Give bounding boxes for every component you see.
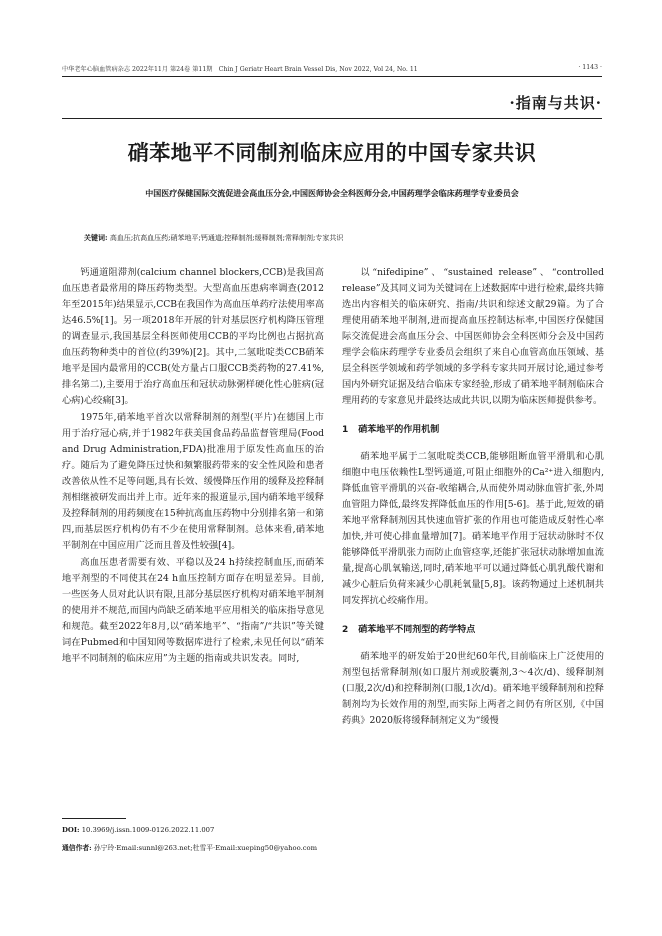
paragraph: 以“nifedipine”、“sustained release”、“controlled release”及其同义词为关键词在上述数据库中进行检索,最终共筛选出内容相关的临床研究、指南/共识和综述文献29篇。为了合理使用硝苯地平制剂,进而提高血压控制达标率,中国医疗保健国际交流促进会高血压分会、中国医师协会全科医师分会及中国药理学会临床药理学专业委员会组织了来自心血管高血压领域、基层全科医学领域和药学领域的多学科专家共同开展讨论,通过参考国内外研究证据及结合临床专家经验,形成了硝苯地平制剂临床合理用药的专家意见并最终达成此共识,以期为临床医师提供参考。 <box>342 267 604 406</box>
paragraph: 钙通道阻滞剂(calcium channel blockers,CCB)是我国高血压患者最常用的降压药物类型。大型高血压患病率调查(2012年至2015年)结果显示,CCB在我国作为高血压单药疗法使用率高达46.5%[1]。另一项2018年开展的针对基层医疗机构降压管理的调查显示,我国基层全科医师使用CCB的平均比例也占据抗高血压药物种类中的首位(约39%)[2]。其中,二氢吡啶类CCB硝苯地平是国内最常用的CCB(处方量占口服CCB类药物的27.41%,排名第二),主要用于治疗高血压和冠状动脉粥样硬化性心脏病(冠心病)心绞痛[3]。 <box>62 267 325 406</box>
keywords <box>84 233 604 243</box>
correspondence-footnote <box>62 843 324 854</box>
section-heading-1 <box>342 422 604 438</box>
section-title: 硝苯地平不同剂型的药学特点 <box>358 625 476 635</box>
correspondence-label: 通信作者: <box>62 844 92 852</box>
footnote-rule <box>62 818 126 819</box>
section-heading-2 <box>342 622 604 638</box>
running-header <box>62 64 602 73</box>
page-number: · 1143 · <box>578 64 602 71</box>
left-column <box>62 265 324 667</box>
section-title: 硝苯地平的作用机制 <box>358 425 440 435</box>
article-title: 硝苯地平不同制剂临床应用的中国专家共识 <box>127 140 537 165</box>
author-organizations: 中国医疗保健国际交流促进会高血压分会,中国医师协会全科医师分会,中国药理学会临床药理学专业委员会 <box>145 188 519 198</box>
paragraph: 1975年,硝苯地平首次以常释制剂的剂型(平片)在德国上市用于治疗冠心病,并于1982年获美国食品药品监督管理局(Food and Drug Administration,FDA)批准用于原发性高血压的治疗。随后为了避免降压过快和频繁服药带来的安全性风险和患者改善依从性不足等问题,具有长效、缓慢降压作用的缓释及控释制剂相继被研发而出并上市。近年来的报道显示,国内硝苯地平缓释及控释制剂的用药频度在15种抗高血压药物中分别排名第一和第四,而基层医疗机构仍有不少在使用常释制剂。总体来看,硝苯地平制剂在中国应用广泛而且普及性较强[4]。 <box>62 412 324 551</box>
paragraph: 硝苯地平属于二氢吡啶类CCB,能够阻断血管平滑肌和心肌细胞中电压依赖性L型钙通道,可阻止细胞外的Ca²⁺进入细胞内,降低血管平滑肌的兴奋-收缩耦合,从而使外周动脉血管扩张,外周血管阻力降低,最终发挥降低血压的作用[5-6]。基于此,短效的硝苯地平常释制剂因其快速血管扩张的作用也可能造成反射性心率加快,并可使心排血量增加[7]。硝苯地平作用于冠状动脉时不仅能够降低平滑肌张力而防止血管痉挛,还能扩张冠状动脉增加血流量,提高心肌氧输送,同时,硝苯地平可以通过降低心肌乳酸代谢和减少心脏后负荷来减少心肌耗氧量[5,8]。该药物通过上述机制共同发挥抗心绞痛作用。 <box>342 451 604 606</box>
header-rule <box>62 76 602 77</box>
doi-footnote <box>62 825 324 836</box>
journal-citation: 中华老年心脑血管病杂志 2022年11月 第24卷 第11期 Chin J Geriatr Heart Brain Vessel Dis, Nov 2022, Vol 24, No. 11 <box>62 66 418 73</box>
correspondence-value: 孙宁玲·Email:sunnl@263.net;杜雪平·Email:xueping50@yahoo.com <box>93 844 318 852</box>
keywords-label: 关键词: <box>84 233 108 242</box>
right-column <box>342 265 604 729</box>
paragraph: 高血压患者需要有效、平稳以及24 h持续控制血压,而硝苯地平剂型的不同使其在24 h血压控制方面存在明显差异。目前,一些医务人员对此认识有限,且部分基层医疗机构对硝苯地平制剂的使用并不规范,而国内尚缺乏硝苯地平应用相关的临床指导意见和规范。截至2022年8月,以“硝苯地平”、“指南”/“共识”等关键词在Pubmed和中国知网等数据库进行了检索,未见任何以“硝苯地平不同制剂的临床应用”为主题的指南或共识发表。同时, <box>62 557 324 664</box>
section-number: 1 <box>342 425 349 435</box>
doi-value: 10.3969/j.issn.1009-0126.2022.11.007 <box>81 826 215 834</box>
paragraph: 硝苯地平的研发始于20世纪60年代,目前临床上广泛使用的剂型包括常释制剂(如口服片剂或胶囊剂,3～4次/d)、缓释制剂(口服,2次/d)和控释制剂(口服,1次/d)。硝苯地平缓释制剂和控释制剂均为长效作用的剂型,而实际上两者之间仍有所区别,《中国药典》2020版将缓释制剂定义为“缓慢 <box>342 651 604 726</box>
doi-label: DOI: <box>62 826 80 834</box>
section-number: 2 <box>342 625 349 635</box>
section-rule <box>62 118 602 119</box>
keywords-text: 高血压;抗高血压药;硝苯地平;钙通道;控释制剂;缓释制剂;常释制剂;专家共识 <box>109 234 344 242</box>
section-label: ·指南与共识· <box>509 94 602 112</box>
